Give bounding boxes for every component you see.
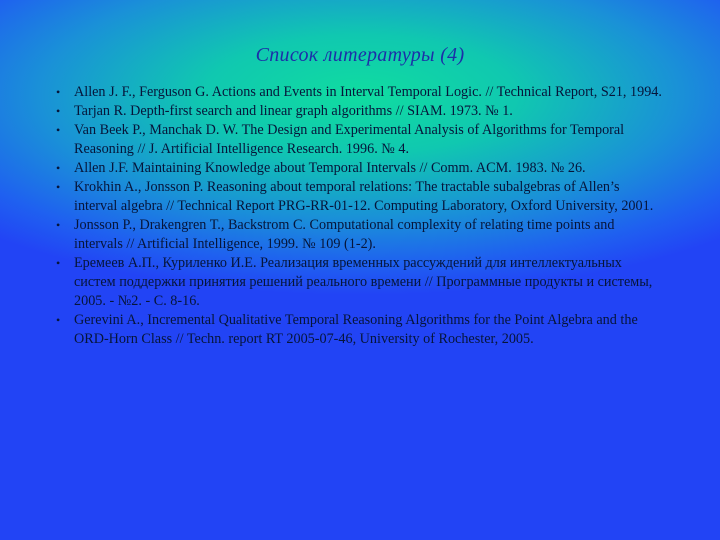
reference-item <box>56 83 666 102</box>
reference-text: Krokhin A., Jonsson P. Reasoning about temporal relations: The tractable subalgebras of Allen’s interval algebra // Technical Report PRG-RR-01-12. Computing Laboratory, Oxford University, 2001. <box>74 179 654 214</box>
bullet-icon: • <box>56 180 61 194</box>
slide-title: Список литературы (4) <box>255 44 465 66</box>
bullet-icon: • <box>56 123 61 137</box>
reference-text: Tarjan R. Depth-first search and linear graph algorithms // SIAM. 1973. № 1. <box>74 103 513 119</box>
reference-item <box>56 121 666 159</box>
reference-text: Allen J. F., Ferguson G. Actions and Events in Interval Temporal Logic. // Technical Report, S21, 1994. <box>74 84 662 100</box>
reference-text: Van Beek P., Manchak D. W. The Design and Experimental Analysis of Algorithms for Temporal Reasoning // J. Artificial Intelligence Research. 1996. № 4. <box>74 122 625 157</box>
bullet-icon: • <box>56 313 61 327</box>
reference-item <box>56 311 666 349</box>
reference-text: Еремеев А.П., Куриленко И.Е. Реализация временных рассуждений для интеллектуальных систем поддержки принятия решений реального времени // Программные продукты и системы, 2005. - №2. - С. 8-16. <box>74 255 653 309</box>
bullet-icon: • <box>56 85 61 99</box>
reference-list <box>56 83 666 349</box>
reference-item <box>56 216 666 254</box>
bullet-icon: • <box>56 218 61 232</box>
reference-item <box>56 178 666 216</box>
reference-item <box>56 102 666 121</box>
reference-item <box>56 159 666 178</box>
reference-text: Allen J.F. Maintaining Knowledge about Temporal Intervals // Comm. ACM. 1983. № 26. <box>74 160 586 176</box>
bullet-icon: • <box>56 161 61 175</box>
reference-text: Jonsson P., Drakengren T., Backstrom C. Computational complexity of relating time points and intervals // Artificial Intelligence, 1999. № 109 (1-2). <box>74 217 615 252</box>
bullet-icon: • <box>56 256 61 270</box>
reference-text: Gerevini A., Incremental Qualitative Temporal Reasoning Algorithms for the Point Algebra and the ORD-Horn Class // Techn. report RT 2005-07-46, University of Rochester, 2005. <box>74 312 638 347</box>
reference-item <box>56 254 666 311</box>
bullet-icon: • <box>56 104 61 118</box>
